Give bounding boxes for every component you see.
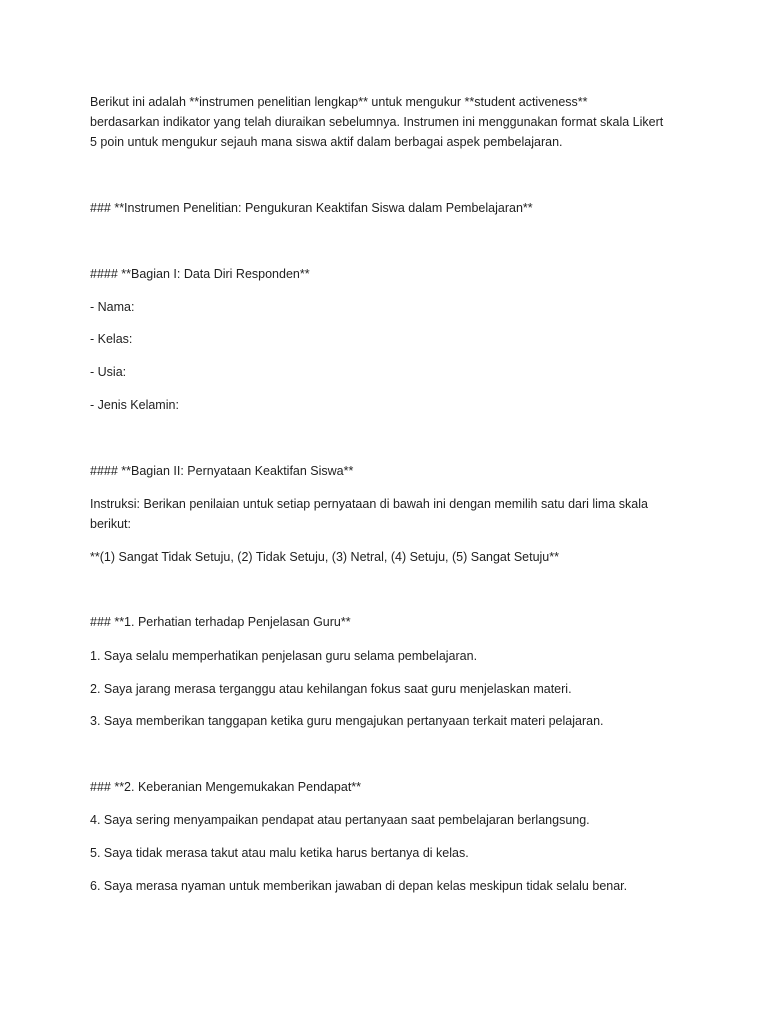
indicator1-heading: ### **1. Perhatian terhadap Penjelasan Guru** bbox=[90, 615, 351, 629]
statement-item: 1. Saya selalu memperhatikan penjelasan guru selama pembelajaran. bbox=[90, 649, 478, 663]
instruction-line-2: berikut: bbox=[90, 517, 131, 531]
field-usia: - Usia: bbox=[90, 365, 127, 379]
instruction-line-1: Instruksi: Berikan penilaian untuk setiap pernyataan di bawah ini dengan memilih satu dari lima skala bbox=[90, 497, 648, 511]
main-heading: ### **Instrumen Penelitian: Pengukuran Keaktifan Siswa dalam Pembelajaran** bbox=[90, 201, 533, 215]
indicator2-heading: ### **2. Keberanian Mengemukakan Pendapat** bbox=[90, 780, 362, 794]
likert-scale: **(1) Sangat Tidak Setuju, (2) Tidak Setuju, (3) Netral, (4) Setuju, (5) Sangat Setuju** bbox=[90, 550, 559, 564]
intro-line-2: berdasarkan indikator yang telah diuraikan sebelumnya. Instrumen ini menggunakan format skala Likert bbox=[90, 115, 664, 129]
intro-line-3: 5 poin untuk mengukur sejauh mana siswa aktif dalam berbagai aspek pembelajaran. bbox=[90, 135, 563, 149]
section2-heading: #### **Bagian II: Pernyataan Keaktifan Siswa** bbox=[90, 464, 354, 478]
statement-item: 2. Saya jarang merasa terganggu atau kehilangan fokus saat guru menjelaskan materi. bbox=[90, 682, 572, 696]
statement-item: 6. Saya merasa nyaman untuk memberikan jawaban di depan kelas meskipun tidak selalu benar. bbox=[90, 879, 628, 893]
statement-item: 4. Saya sering menyampaikan pendapat atau pertanyaan saat pembelajaran berlangsung. bbox=[90, 813, 590, 827]
field-kelas: - Kelas: bbox=[90, 332, 133, 346]
statement-item: 3. Saya memberikan tanggapan ketika guru mengajukan pertanyaan terkait materi pelajaran. bbox=[90, 714, 604, 728]
section1-heading: #### **Bagian I: Data Diri Responden** bbox=[90, 267, 310, 281]
field-jenis-kelamin: - Jenis Kelamin: bbox=[90, 398, 179, 412]
field-nama: - Nama: bbox=[90, 300, 135, 314]
intro-line-1: Berikut ini adalah **instrumen penelitian lengkap** untuk mengukur **student activeness** bbox=[90, 95, 588, 109]
statement-item: 5. Saya tidak merasa takut atau malu ketika harus bertanya di kelas. bbox=[90, 846, 469, 860]
